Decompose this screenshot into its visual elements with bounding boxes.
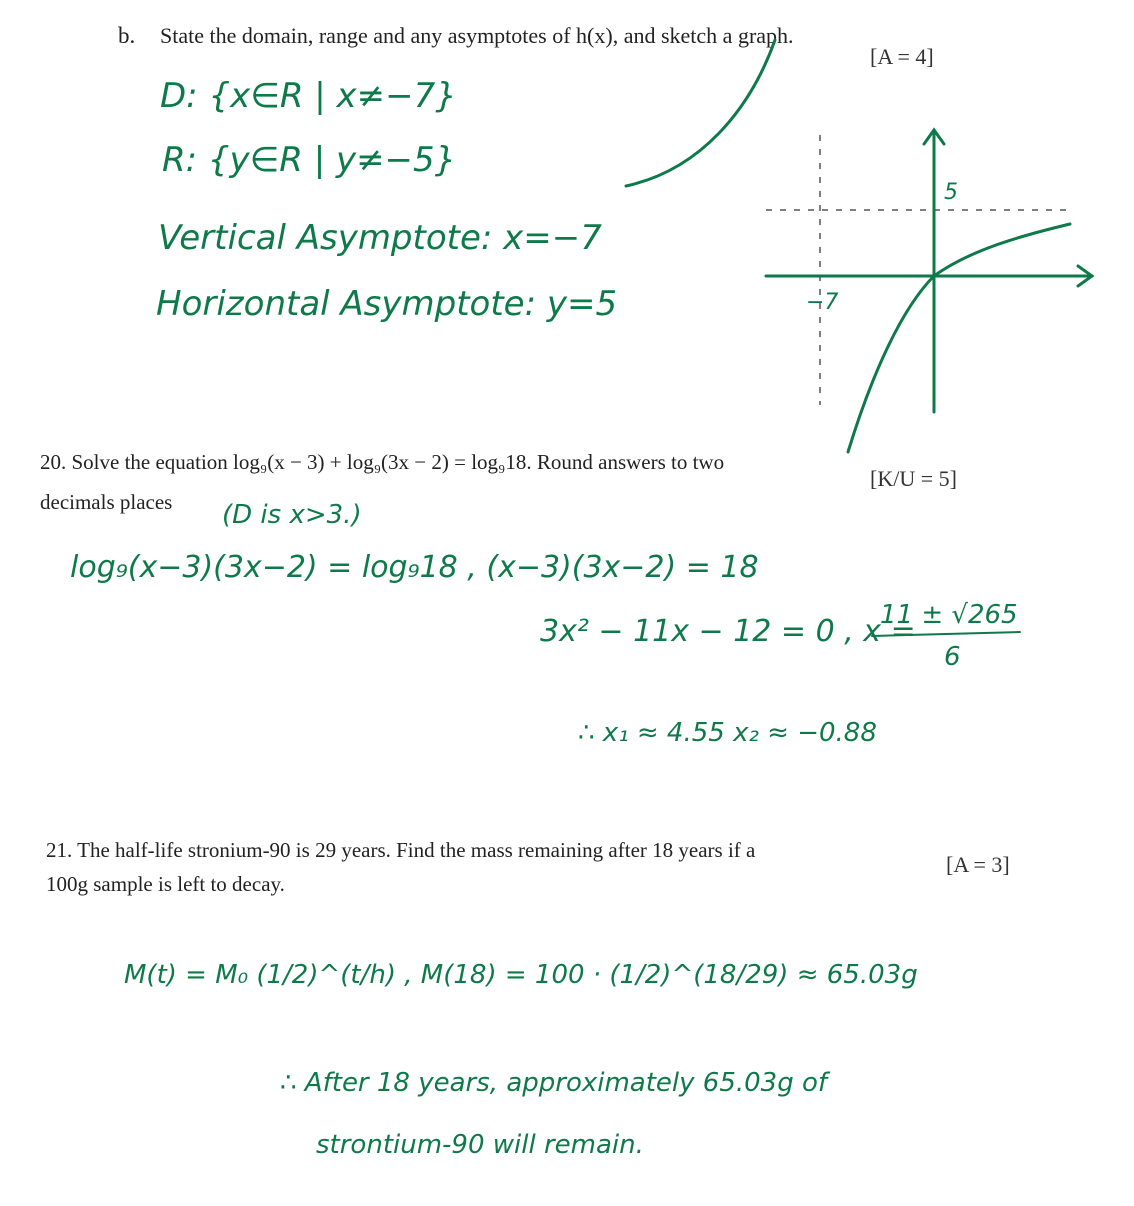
q20-text-line2: decimals places [40,490,173,514]
q20-step1: log₉(x−3)(3x−2) = log₉18 , (x−3)(3x−2) = 18 [70,550,759,585]
horizontal-asymptote-answer: Horizontal Asymptote: y=5 [156,284,618,324]
part-b-marks: [A = 4] [870,44,934,69]
q20-step2: 3x² − 11x − 12 = 0 , x = [540,614,916,649]
graph-x-label: −7 [806,290,839,315]
q20-domain-note: (D is x>3.) [222,500,362,530]
q21-marks: [A = 3] [946,852,1010,877]
domain-answer: D: {x∈R | x≠−7} [160,76,457,116]
q20-fraction-numerator: 11 ± √265 [880,600,1018,630]
part-b-label: b. [118,23,136,48]
q20-marks: [K/U = 5] [870,466,957,491]
part-b-question: State the domain, range and any asymptotes of h(x), and sketch a graph. [160,23,794,48]
q20-answer: ∴ x₁ ≈ 4.55 x₂ ≈ −0.88 [578,718,877,748]
range-answer: R: {y∈R | y≠−5} [162,140,457,180]
q21-text-line2: 100g sample is left to decay. [46,872,285,896]
q21-text-line1: 21. The half-life stronium-90 is 29 years. Find the mass remaining after 18 years if a [46,838,756,862]
graph-y-label: 5 [944,180,958,205]
vertical-asymptote-answer: Vertical Asymptote: x=−7 [158,218,602,258]
q21-formula: M(t) = M₀ (1/2)^(t/h) , M(18) = 100 · (1/2)^(18/29) ≈ 65.03g [124,960,918,990]
q21-conclusion-line2: strontium-90 will remain. [316,1130,644,1160]
q21-conclusion-line1: ∴ After 18 years, approximately 65.03g of [280,1068,828,1098]
q20-fraction-denominator: 6 [944,642,961,672]
q20-text-line1: 20. Solve the equation log₉(x − 3) + log₉(3x − 2) = log₉18. Round answers to two [40,450,725,474]
